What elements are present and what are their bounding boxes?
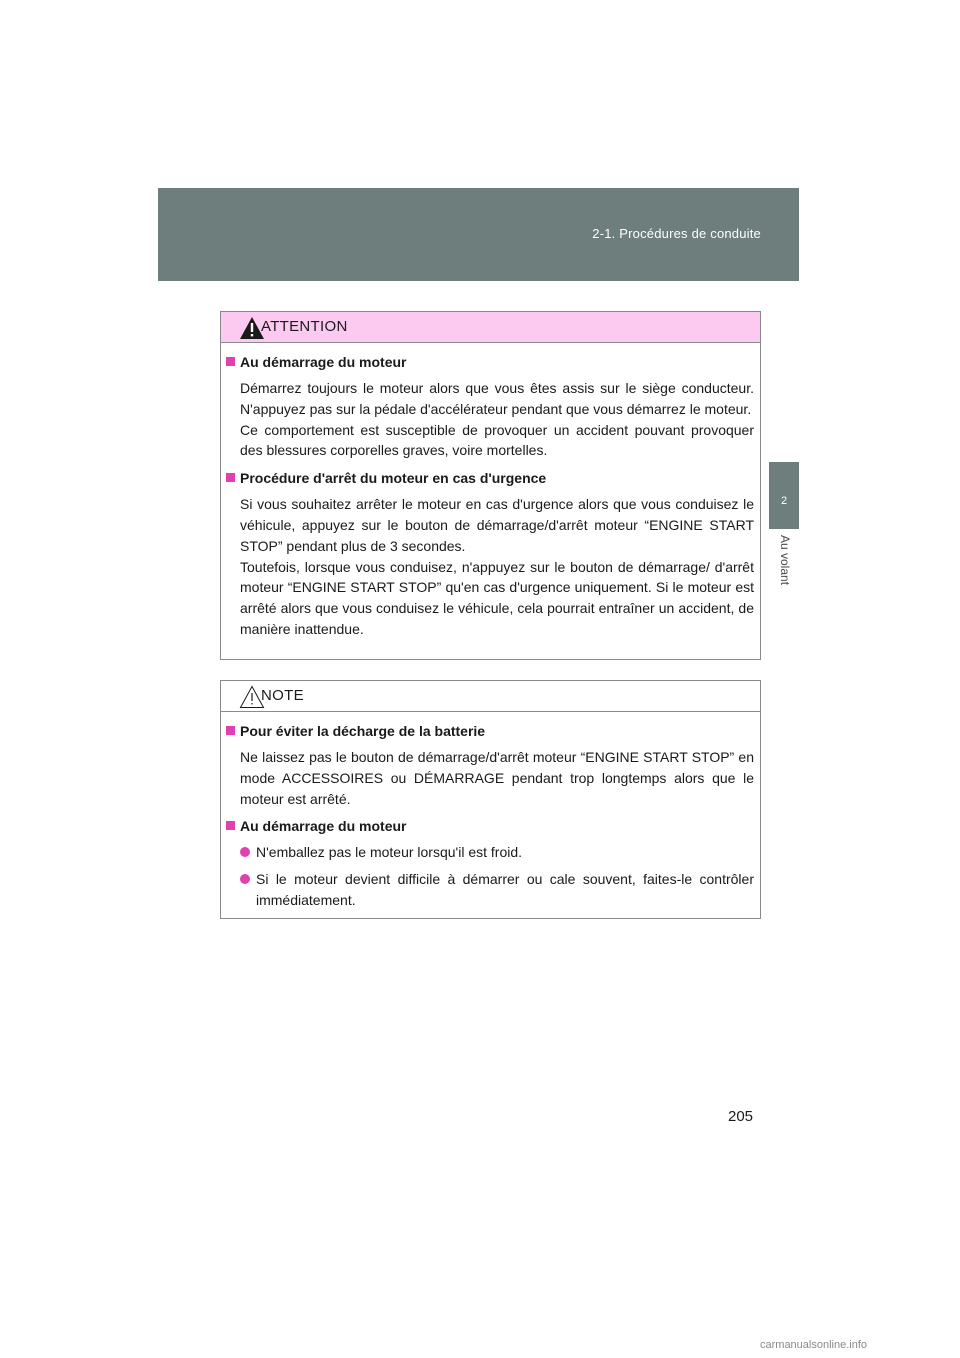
note-header	[221, 681, 760, 712]
note-heading: NOTE	[261, 687, 304, 704]
watermark: carmanualsonline.info	[760, 1339, 868, 1351]
circle-bullet-icon	[240, 847, 250, 857]
square-bullet-icon	[226, 473, 235, 482]
section-title: 2-1. Procédures de conduite	[592, 226, 761, 241]
note-bullet: N'emballez pas le moteur lorsqu'il est froid.	[240, 842, 754, 863]
circle-bullet-icon	[240, 874, 250, 884]
chapter-number: 2	[780, 495, 788, 507]
chapter-header-band	[158, 188, 799, 281]
page-number: 205	[728, 1108, 754, 1125]
attention-item-title: Au démarrage du moteur	[226, 353, 754, 371]
note-bullet: Si le moteur devient difficile à démarrer ou cale souvent, faites-le contrôler immédiatement.	[240, 869, 754, 911]
attention-heading: ATTENTION	[261, 318, 348, 335]
note-item-title: Au démarrage du moteur	[226, 817, 754, 835]
chapter-tab	[769, 462, 799, 529]
attention-item-title: Procédure d'arrêt du moteur en cas d'urgence	[226, 469, 754, 487]
attention-paragraph: Si vous souhaitez arrêter le moteur en cas d'urgence alors que vous conduisez le véhicule, appuyez sur le bouton de démarrage/d'arrêt moteur “ENGINE START STOP” pendant plus de 3 secondes.	[240, 496, 754, 554]
attention-paragraph: Ce comportement est susceptible de provoquer un accident pouvant provoquer des blessures corporelles graves, voire mortelles.	[240, 421, 754, 459]
square-bullet-icon	[226, 726, 235, 735]
attention-box	[220, 311, 761, 660]
note-item-title: Pour éviter la décharge de la batterie	[226, 722, 754, 740]
attention-paragraph: Toutefois, lorsque vous conduisez, n'appuyez sur le bouton de démarrage/ d'arrêt moteur “ENGINE START STOP” qu'en cas d'urgence uniquement. Si le moteur est arrêté alors que vous conduisez le véhicule, cela pourrait entraîner un accident, de manière inattendue.	[240, 558, 754, 637]
note-box	[220, 680, 761, 919]
note-paragraph: Ne laissez pas le bouton de démarrage/d'arrêt moteur “ENGINE START STOP” en mode ACCESSOIRES ou DÉMARRAGE pendant trop longtemps alors que le moteur est arrêté.	[240, 749, 754, 807]
square-bullet-icon	[226, 821, 235, 830]
attention-header	[221, 312, 760, 343]
chapter-label: Au volant	[778, 535, 792, 586]
square-bullet-icon	[226, 357, 235, 366]
attention-paragraph: Démarrez toujours le moteur alors que vous êtes assis sur le siège conducteur. N'appuyez pas sur la pédale d'accélérateur pendant que vous démarrez le moteur.	[240, 380, 754, 417]
